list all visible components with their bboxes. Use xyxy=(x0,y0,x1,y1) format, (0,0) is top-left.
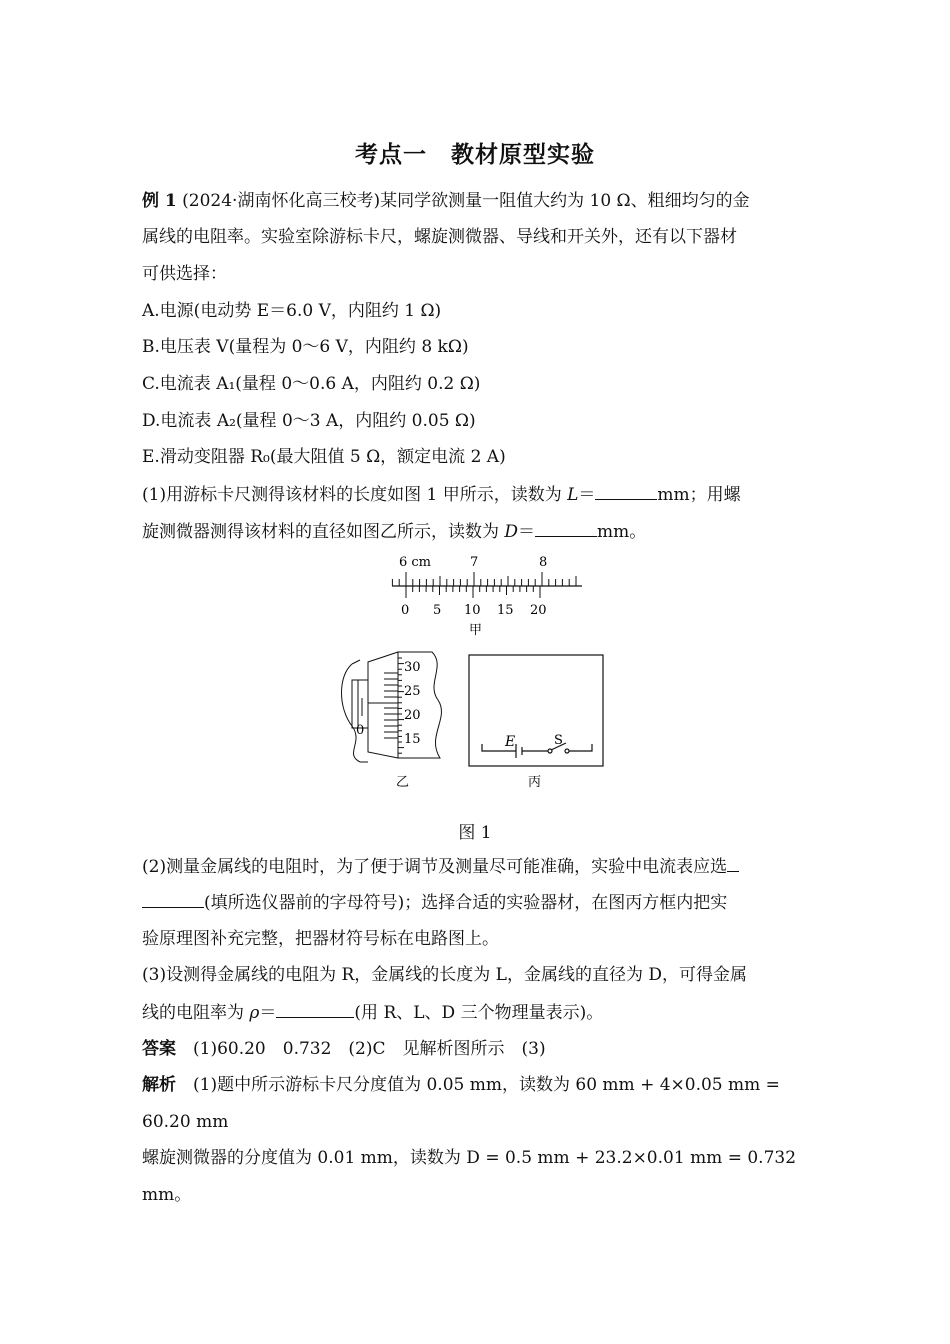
option-e: E.滑动变阻器 R₀(最大阻值 5 Ω，额定电流 2 A) xyxy=(142,447,506,467)
analysis-line-1 xyxy=(142,1074,812,1096)
label-jia: 甲 xyxy=(469,623,483,638)
vernier-label-10: 10 xyxy=(464,603,481,618)
figure-1 xyxy=(0,548,950,798)
circuit-box-figure xyxy=(469,655,603,766)
analysis-line-2: 60.20 mm xyxy=(142,1112,229,1132)
q1-var-l: L xyxy=(567,485,579,505)
answer-blank-ammeter-part2[interactable] xyxy=(142,891,204,908)
micrometer-figure xyxy=(342,652,442,762)
vernier-label-0: 0 xyxy=(401,603,410,618)
answer-text: (1)60.20 0.732 (2)C 见解析图所示 (3) xyxy=(193,1039,546,1059)
q1-text-f: mm。 xyxy=(597,522,647,542)
q1-eq-1: ＝ xyxy=(578,485,596,505)
q2-text-a: (2)测量金属线的电阻时，为了便于调节及测量尽可能准确，实验中电流表应选 xyxy=(142,857,728,877)
circuit-label-s: S xyxy=(554,733,563,748)
question-1-line-1 xyxy=(142,483,812,506)
question-3-line-1: (3)设测得金属线的电阻为 R，金属线的长度为 L，金属线的直径为 D，可得金属 xyxy=(142,965,748,985)
q1-text-a: (1)用游标卡尺测得该材料的长度如图 1 甲所示，读数为 xyxy=(142,485,568,505)
micrometer-label-25: 25 xyxy=(404,684,421,699)
micrometer-label-30: 30 xyxy=(404,660,421,675)
example-text-1: 某同学欲测量一阻值大约为 10 Ω、粗细均匀的金 xyxy=(380,191,750,211)
micrometer-label-15: 15 xyxy=(404,732,421,747)
answer-blank-ammeter-part1[interactable] xyxy=(727,855,739,872)
analysis-line-4: mm。 xyxy=(142,1185,192,1205)
vernier-label-5: 5 xyxy=(433,603,442,618)
q3-text-b3: (用 R、L、D 三个物理量表示)。 xyxy=(354,1003,604,1023)
example-line-1 xyxy=(142,190,812,212)
answer-blank-rho[interactable] xyxy=(276,1001,354,1018)
q1-text-d: 旋测微器测得该材料的直径如图乙所示，读数为 xyxy=(142,522,505,542)
q1-text-c: mm；用螺 xyxy=(657,485,741,505)
q1-eq-2: ＝ xyxy=(518,522,536,542)
question-2-line-3: 验原理图补充完整，把器材符号标在电路图上。 xyxy=(142,929,499,949)
micrometer-zero-label: 0 xyxy=(356,723,365,738)
label-bing: 丙 xyxy=(528,775,542,790)
analysis-line-3: 螺旋测微器的分度值为 0.01 mm，读数为 D = 0.5 mm + 23.2×0.01 mm = 0.732 xyxy=(142,1148,797,1168)
vernier-caliper-figure xyxy=(392,555,582,638)
q3-rho: ρ xyxy=(249,1003,260,1023)
example-line-3: 可供选择： xyxy=(142,264,227,284)
question-3-line-2 xyxy=(142,1001,812,1024)
micrometer-label-20: 20 xyxy=(404,708,421,723)
section-title: 考点一 教材原型实验 xyxy=(355,141,595,168)
option-b: B.电压表 V(量程为 0～6 V，内阻约 8 kΩ) xyxy=(142,337,469,357)
question-2-line-2 xyxy=(142,891,812,914)
vernier-label-20: 20 xyxy=(530,603,547,618)
figure-caption: 图 1 xyxy=(458,823,492,843)
question-1-line-2 xyxy=(142,520,812,543)
vernier-label-15: 15 xyxy=(497,603,514,618)
answer-blank-d[interactable] xyxy=(535,520,597,537)
example-label: 例 1 xyxy=(142,191,177,211)
q3-text-b1: 线的电阻率为 xyxy=(142,1003,250,1023)
answer-label: 答案 xyxy=(142,1039,176,1059)
option-a: A.电源(电动势 E＝6.0 V，内阻约 1 Ω) xyxy=(142,301,442,321)
label-yi: 乙 xyxy=(396,775,410,790)
q1-var-d: D xyxy=(504,522,519,542)
example-line-2: 属线的电阻率。实验室除游标卡尺，螺旋测微器、导线和开关外，还有以下器材 xyxy=(142,227,737,247)
question-2-line-1 xyxy=(142,855,812,878)
option-d: D.电流表 A₂(量程 0～3 A，内阻约 0.05 Ω) xyxy=(142,411,476,431)
main-scale-label-6cm: 6 cm xyxy=(399,555,432,570)
q2-text-b: (填所选仪器前的字母符号)；选择合适的实验器材，在图丙方框内把实 xyxy=(204,893,728,913)
example-source: (2024·湖南怀化高三校考) xyxy=(182,191,381,211)
option-c: C.电流表 A₁(量程 0～0.6 A，内阻约 0.2 Ω) xyxy=(142,374,481,394)
analysis-label: 解析 xyxy=(142,1075,176,1095)
q3-eq: ＝ xyxy=(259,1003,277,1023)
main-scale-label-8: 8 xyxy=(539,555,548,570)
circuit-label-e: E xyxy=(505,734,516,750)
analysis-text-1: (1)题中所示游标卡尺分度值为 0.05 mm，读数为 60 mm + 4×0.05 mm = xyxy=(193,1075,780,1095)
answer-blank-l[interactable] xyxy=(595,483,657,500)
main-scale-label-7: 7 xyxy=(470,555,479,570)
answer-line xyxy=(142,1038,812,1060)
